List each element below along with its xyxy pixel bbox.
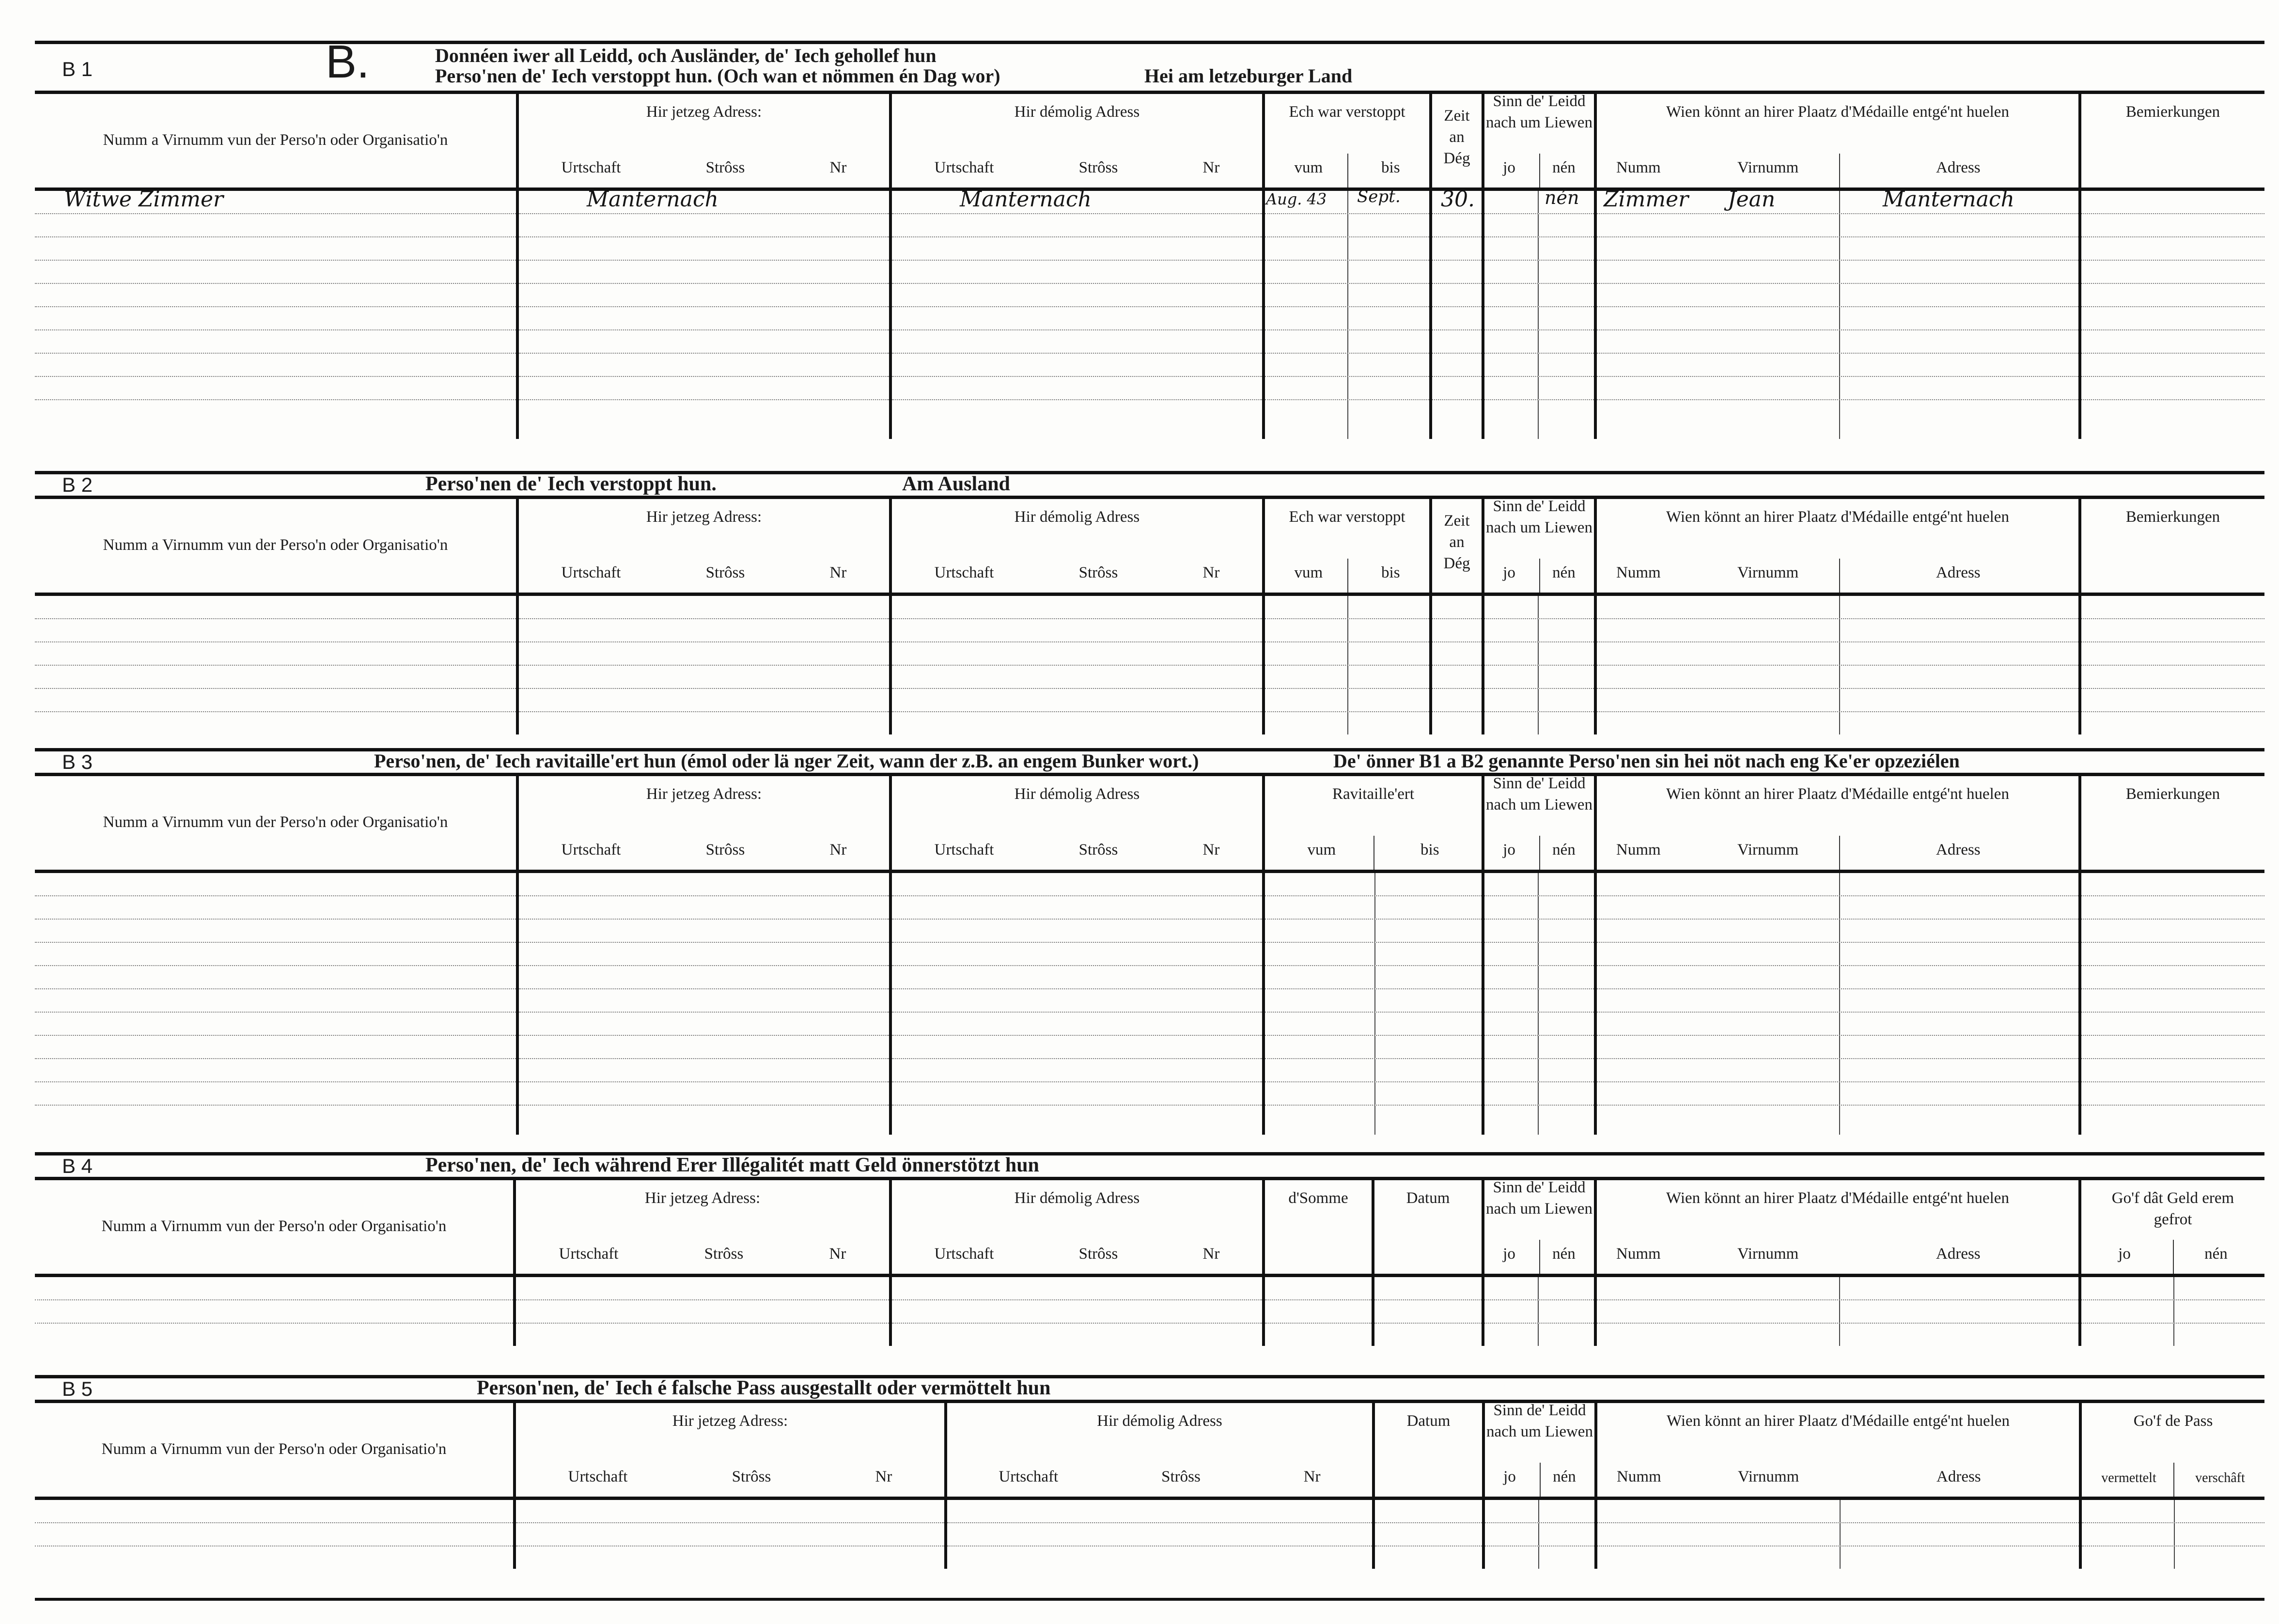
table-row[interactable] [35, 1500, 2264, 1523]
bottom-border [35, 1598, 2264, 1601]
b2-table [35, 496, 2264, 596]
col-medal: Wien könnt an hirer Plaatz d'Médaille entgé'nt huelen Numm Virnumm Adress [1595, 91, 2080, 189]
entry-current[interactable]: Manternach [517, 191, 890, 214]
table-row[interactable] [35, 619, 2264, 642]
b4-header-row: Numm a Virnumm vun der Perso'n oder Organisatio'n Hir jetzeg Adress: Urtschaft Strôss Nr Hir démolig Adress Urtschaft Strôss Nr d'Somme Datum Sinn de' Leidd nach um Liewen jo nén Wien könnt an hirer Plaatz d'Médaille entgé'nt huelen Numm Virnumm Adress Go'f dât Geld erem gefrot jo nén [35, 1177, 2264, 1276]
entry-remarks[interactable] [2080, 191, 2264, 214]
section-title-line1: Donnéen iwer all Leidd, och Ausländer, de' Iech gehollef hun [435, 45, 937, 66]
section-b3 [35, 748, 2264, 1203]
table-row[interactable] [35, 873, 2264, 896]
form-page [35, 36, 2264, 1599]
table-row[interactable] [35, 353, 2264, 376]
section-b5-header: B 5 Person'nen, de' Iech é falsche Pass ausgestallt oder vermöttelt hun [35, 1375, 2264, 1403]
table-row[interactable] [35, 1035, 2264, 1059]
col-current-address: Hir jetzeg Adress: Urtschaft Strôss Nr [517, 91, 890, 189]
col-name: Numm a Virnumm vun der Perso'n oder Organisatio'n [35, 91, 517, 189]
section-b3-header: B 3 Perso'nen, de' Iech ravitaille'ert hun (émol oder lä nger Zeit, wann der z.B. an engem Bunker wort.) De' önner B1 a B2 genannte Perso'nen sin hei nöt nach eng Ke'er opzeziélen [35, 748, 2264, 776]
b1-rows [35, 187, 2264, 439]
table-row[interactable] [35, 896, 2264, 919]
b3-rows [35, 873, 2264, 1135]
col-lost-life: Sinn de' Leidd nach um Liewen jo nén [1483, 91, 1595, 189]
b3-header-row: Numm a Virnumm vun der Perso'n oder Organisatio'n Hir jetzeg Adress: Urtschaft Strôss Nr Hir démolig Adress Urtschaft Strôss Nr Ravitaille'ert vum bis Sinn de' Leidd nach um Liewen jo nén Wien könnt an hirer Plaatz d'Médaille entgé'nt huelen Numm Virnumm Adress Bemierkungen [35, 773, 2264, 872]
table-row[interactable] [35, 688, 2264, 712]
b4-table [35, 1177, 2264, 1277]
b3-table [35, 773, 2264, 873]
table-row[interactable] [35, 400, 2264, 439]
table-row[interactable] [35, 919, 2264, 942]
entry-name[interactable]: Witwe Zimmer [35, 191, 517, 214]
b2-rows [35, 596, 2264, 734]
b1-table [35, 91, 2264, 191]
entry-former[interactable]: Manternach [890, 191, 1264, 214]
table-row[interactable] [35, 237, 2264, 260]
table-row[interactable] [35, 376, 2264, 400]
table-row[interactable] [35, 942, 2264, 966]
table-row[interactable] [35, 214, 2264, 237]
section-b2-header: B 2 Perso'nen de' Iech verstoppt hun. Am Ausland [35, 471, 2264, 499]
table-row[interactable] [35, 307, 2264, 330]
b5-rows [35, 1500, 2264, 1569]
table-row[interactable] [35, 1105, 2264, 1135]
table-row[interactable] [35, 330, 2264, 353]
entry-medal[interactable]: Zimmer Jean Manternach [1595, 191, 2080, 214]
form-letter: B. [326, 36, 370, 88]
table-row[interactable] [35, 1300, 2264, 1323]
table-row[interactable] [35, 966, 2264, 989]
table-row[interactable] [35, 1082, 2264, 1105]
table-row[interactable] [35, 989, 2264, 1012]
section-b2 [35, 471, 2264, 781]
table-row[interactable] [35, 283, 2264, 307]
table-row [35, 191, 2264, 214]
table-row[interactable] [35, 596, 2264, 619]
entry-days[interactable]: 30. [1431, 191, 1483, 214]
section-title-line2: Perso'nen de' Iech verstoppt hun. (Och wan et nömmen én Dag wor) [435, 65, 1000, 87]
col-days: Zeit an Dég [1431, 91, 1483, 189]
table-row[interactable] [35, 665, 2264, 688]
section-b5 [35, 1375, 2264, 1598]
section-code: B 1 [62, 58, 93, 80]
table-row[interactable] [35, 1277, 2264, 1300]
table-row[interactable] [35, 1523, 2264, 1546]
b5-table [35, 1400, 2264, 1500]
b5-header-row: Numm a Virnumm vun der Perso'n oder Organisatio'n Hir jetzeg Adress: Urtschaft Strôss Nr Hir démolig Adress Urtschaft Strôss Nr Datum Sinn de' Leidd nach um Liewen jo nén Wien könnt an hirer Plaatz d'Médaille entgé'nt huelen Numm Virnumm Adress Go'f de Pass vermettelt verschâft [35, 1400, 2264, 1499]
table-row[interactable] [35, 712, 2264, 734]
section-b1 [35, 36, 2264, 471]
section-b1-header [35, 36, 2264, 94]
col-remarks: Bemierkungen [2080, 91, 2264, 189]
table-row[interactable] [35, 642, 2264, 665]
table-row[interactable] [35, 1059, 2264, 1082]
table-row[interactable] [35, 260, 2264, 283]
entry-hidden[interactable]: Aug. 43 Sept. [1264, 191, 1431, 214]
table-row[interactable] [35, 1323, 2264, 1346]
table-row[interactable] [35, 1546, 2264, 1569]
b1-header-row [35, 91, 2264, 189]
col-former-address: Hir démolig Adress Urtschaft Strôss Nr [890, 91, 1264, 189]
b4-rows [35, 1277, 2264, 1346]
section-b4 [35, 1152, 2264, 1414]
table-row[interactable] [35, 1012, 2264, 1035]
col-hidden: Ech war verstoppt vum bis [1264, 91, 1431, 189]
entry-lost-life[interactable]: nén [1483, 191, 1595, 214]
section-title-line3: Hei am letzeburger Land [1144, 65, 1353, 87]
b2-header-row: Numm a Virnumm vun der Perso'n oder Organisatio'n Hir jetzeg Adress: Urtschaft Strôss Nr Hir démolig Adress Urtschaft Strôss Nr Ech war verstoppt vum bis Zeit an Dég Sinn de' Leidd nach um Liewen jo nén Wien könnt an hirer Plaatz d'Médaille entgé'nt huelen Numm Virnumm Adress Bemierkungen [35, 496, 2264, 594]
section-b4-header: B 4 Perso'nen, de' Iech während Erer Illégalitét matt Geld önnerstötzt hun [35, 1152, 2264, 1180]
